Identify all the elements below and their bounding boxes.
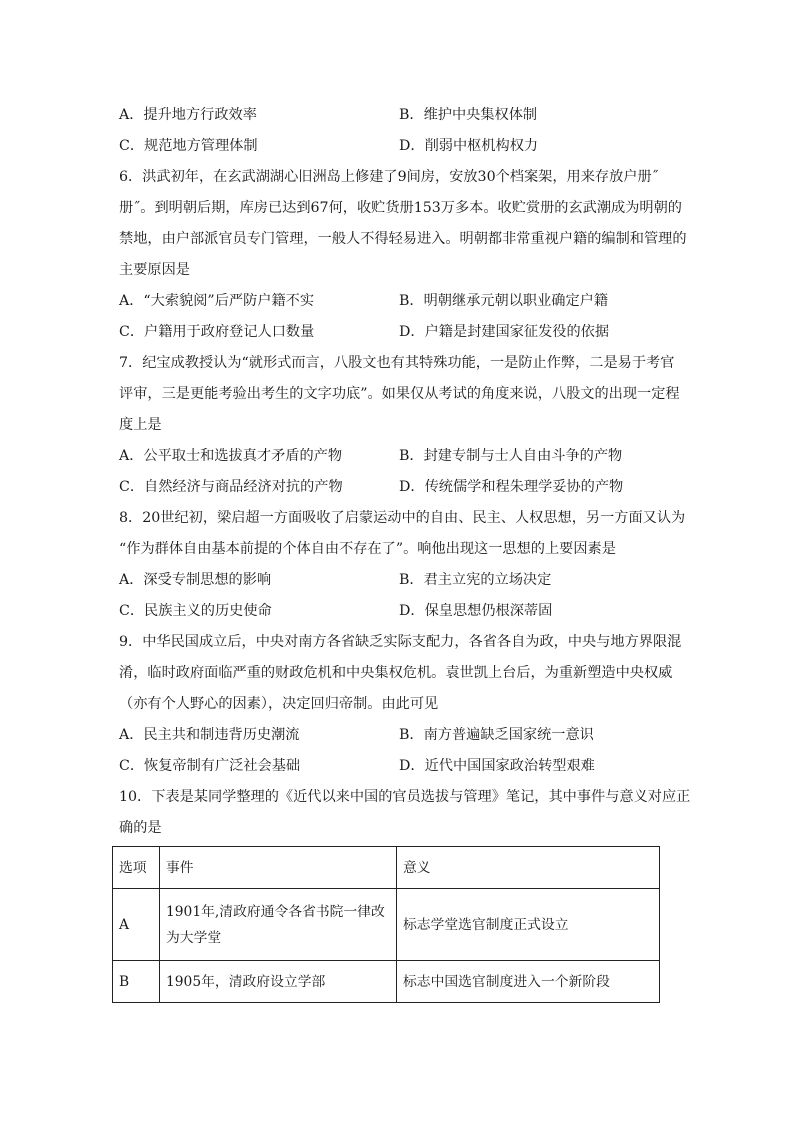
table-row xyxy=(113,889,660,961)
q9-options-row-2 xyxy=(119,751,679,782)
q9-line-3: （亦有个人野心的因素），决定回归帝制。由此可见 xyxy=(119,696,439,712)
table-row xyxy=(113,961,660,1003)
question-8 xyxy=(119,503,686,565)
q8-options-row-2 xyxy=(119,596,679,627)
q8-option-a: A．深受专制思想的影响 xyxy=(119,572,272,588)
q10-line-1: 10．下表是某同学整理的《近代以来中国的官员选拔与管理》笔记，其中事件与意义对应正 xyxy=(119,789,691,805)
question-9 xyxy=(119,627,682,720)
q5-option-d: D．削弱中枢机构权力 xyxy=(399,138,539,154)
q8-option-b: B．君主立宪的立场决定 xyxy=(399,572,552,588)
q7-option-a: A．公平取士和选拔真才矛盾的产物 xyxy=(119,448,343,464)
row-b-event: 1905年，清政府设立学部 xyxy=(160,961,397,1003)
q6-line-4: 主要原因是 xyxy=(119,262,190,278)
q7-line-1: 7．纪宝成教授认为“就形式而言，八股文也有其特殊功能，一是防止作弊，二是易于考官 xyxy=(119,355,675,371)
header-event: 事件 xyxy=(160,847,397,889)
header-meaning: 意义 xyxy=(397,847,660,889)
q6-line-2: 册˝。到明朝后期，库房已达到67何，收贮货册153万多本。收贮赏册的玄武潮成为明朝的 xyxy=(119,200,682,216)
q7-option-d: D．传统儒学和程朱理学妥协的产物 xyxy=(399,479,624,495)
q5-option-a: A．提升地方行政效率 xyxy=(119,107,257,123)
q9-option-a: A．民主共和制违背历史潮流 xyxy=(119,727,300,743)
q7-option-b: B．封建专制与士人自由斗争的产物 xyxy=(399,448,623,464)
q5-options-row-1 xyxy=(119,100,679,131)
row-a-event-line-1: 1901年,清政府通令各省书院一律改 xyxy=(166,903,385,920)
q6-option-b: B．明朝继承元朝以职业确定户籍 xyxy=(399,293,609,309)
q9-line-2: 淆，临时政府面临严重的财政危机和中央集权危机。袁世凯上台后，为重新塑造中央权威 xyxy=(119,665,673,681)
exam-page xyxy=(119,100,691,1003)
q9-option-d: D．近代中国国家政治转型艰难 xyxy=(399,758,595,774)
q6-option-c: C．户籍用于政府登记人口数量 xyxy=(119,324,315,340)
row-a-meaning: 标志学堂选官制度正式设立 xyxy=(397,889,660,961)
q7-options-row-1 xyxy=(119,441,679,472)
q9-line-1: 9．中华民国成立后，中央对南方各省缺乏实际支配力，各省各自为政，中央与地方界限混 xyxy=(119,634,682,650)
row-b-meaning: 标志中国选官制度进入一个新阶段 xyxy=(397,961,660,1003)
row-a-option: A xyxy=(113,889,160,961)
row-a-event-line-2: 为大学堂 xyxy=(166,929,222,946)
q5-option-b: B．维护中央集权体制 xyxy=(399,107,538,123)
q7-line-3: 度上是 xyxy=(119,417,162,433)
q6-options-row-2 xyxy=(119,317,679,348)
q9-options-row-1 xyxy=(119,720,679,751)
q7-options-row-2 xyxy=(119,472,679,503)
q8-options-row-1 xyxy=(119,565,679,596)
question-10 xyxy=(119,782,691,844)
q10-line-2: 确的是 xyxy=(119,820,162,836)
q6-option-d: D．户籍是封建国家征发役的依据 xyxy=(399,324,610,340)
q5-option-c: C．规范地方管理体制 xyxy=(119,138,258,154)
q6-line-3: 禁地，由户部派官员专门管理，一般人不得轻易进入。明朝都非常重视户籍的编制和管理的 xyxy=(119,231,687,247)
q9-option-b: B．南方普遍缺乏国家统一意识 xyxy=(399,727,594,743)
q6-option-a: A．“大索貌阅”后严防户籍不实 xyxy=(119,293,315,309)
q7-option-c: C．自然经济与商品经济对抗的产物 xyxy=(119,479,343,495)
q8-option-d: D．保皇思想仍根深蒂固 xyxy=(399,603,553,619)
table-header-row xyxy=(113,847,660,889)
question-7 xyxy=(119,348,679,441)
question-6 xyxy=(119,162,687,286)
q9-option-c: C．恢复帝制有广泛社会基础 xyxy=(119,758,301,774)
row-b-option: B xyxy=(113,961,160,1003)
q7-line-2: 评审，三是更能考验出考生的文字功底”。如果仅从考试的角度来说，八股文的出现一定程 xyxy=(119,386,680,402)
q6-options-row-1 xyxy=(119,286,679,317)
q8-option-c: C．民族主义的历史使命 xyxy=(119,603,272,619)
header-option: 选项 xyxy=(113,847,160,889)
q8-line-2: “作为群体自由基本前提的个体自由不存在了”。响他出现这一思想的上要因素是 xyxy=(119,541,616,557)
official-selection-notes-table xyxy=(112,846,660,1003)
row-a-event xyxy=(160,889,397,961)
q8-line-1: 8．20世纪初，梁启超一方面吸收了启蒙运动中的自由、民主、人权思想，另一方面又认为 xyxy=(119,510,686,526)
q5-options-row-2 xyxy=(119,131,679,162)
q6-line-1: 6．洪武初年，在玄武湖湖心旧洲岛上修建了9间房，安放30个档案架，用来存放户册˝ xyxy=(119,169,659,185)
